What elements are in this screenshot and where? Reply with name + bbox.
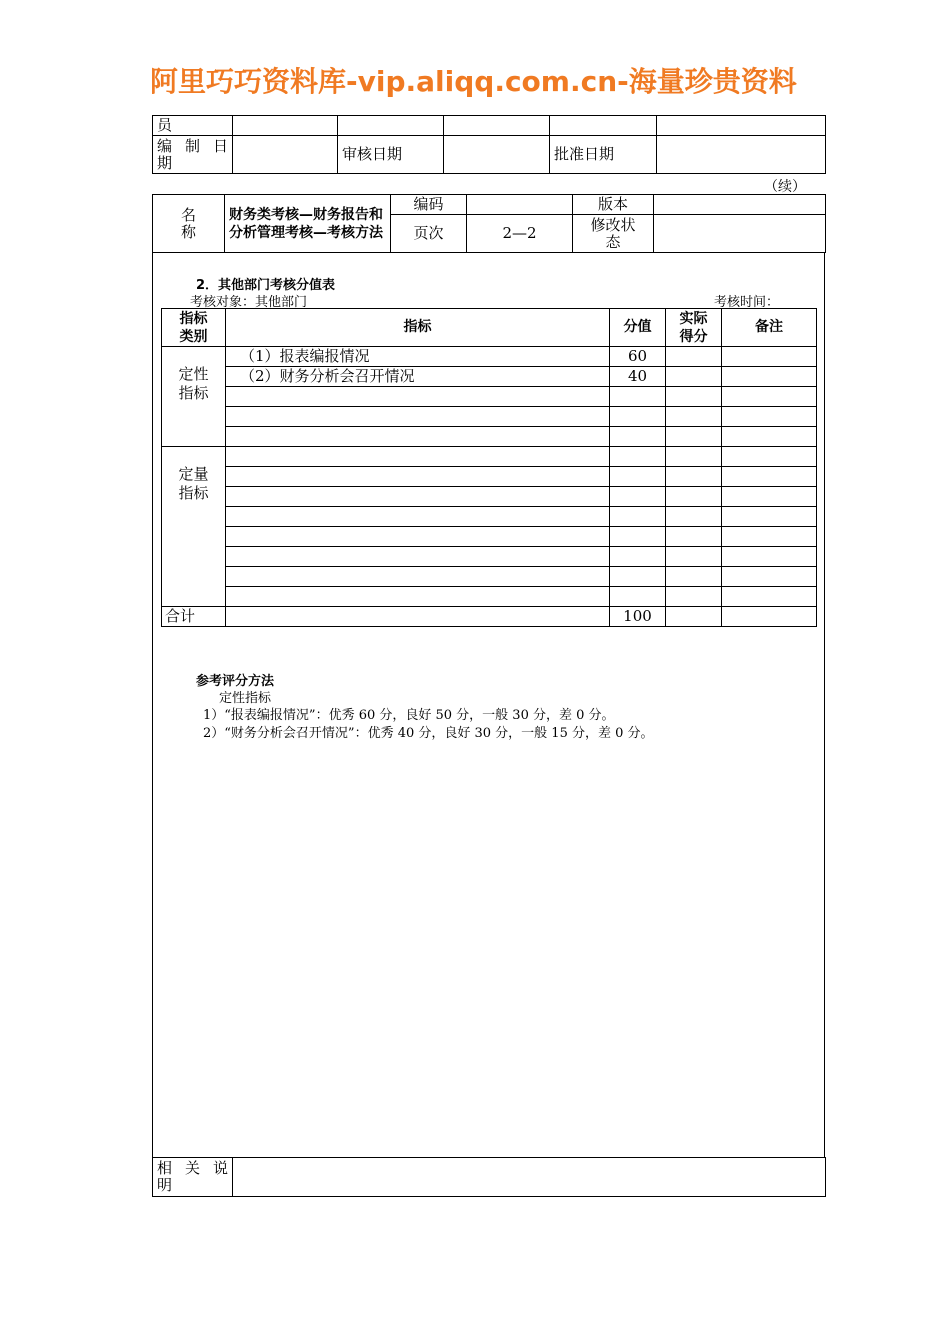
note-value — [233, 1158, 826, 1197]
indicator-cell — [226, 587, 610, 607]
table-row — [162, 407, 817, 427]
table-row — [162, 467, 817, 487]
indicator-cell — [226, 407, 610, 427]
total-actual — [666, 607, 722, 627]
indicator-cell — [226, 447, 610, 467]
table-row — [162, 507, 817, 527]
table-row — [162, 447, 817, 467]
indicator-cell — [226, 387, 610, 407]
indicator-cell: （2）财务分析会召开情况 — [226, 367, 610, 387]
code-value — [467, 195, 573, 215]
approval-table — [152, 115, 826, 174]
actual-score-cell — [666, 507, 722, 527]
remark-cell — [722, 427, 817, 447]
score-cell — [610, 587, 666, 607]
remark-cell — [722, 387, 817, 407]
prepare-date-label: 编 制 日 期 — [153, 136, 233, 174]
table-row — [162, 587, 817, 607]
remark-cell — [722, 447, 817, 467]
remark-cell — [722, 407, 817, 427]
table-row — [162, 347, 817, 367]
actual-score-cell — [666, 567, 722, 587]
remark-cell — [722, 527, 817, 547]
actual-score-cell — [666, 347, 722, 367]
qualitative-category — [162, 347, 226, 447]
cell — [550, 116, 657, 136]
document-header-table — [152, 194, 826, 253]
actual-score-cell — [666, 587, 722, 607]
indicator-cell — [226, 547, 610, 567]
actual-score-cell — [666, 367, 722, 387]
name-label — [153, 195, 225, 253]
header-indicator: 指标 — [226, 309, 610, 347]
cell — [233, 116, 338, 136]
header-score: 分值 — [610, 309, 666, 347]
note-label: 相 关 说 明 — [153, 1158, 233, 1197]
staff-label: 员 — [153, 116, 233, 136]
section-title: 2．其他部门考核分值表 — [196, 278, 336, 293]
revision-label — [573, 215, 654, 253]
score-cell — [610, 407, 666, 427]
reference-subtitle: 定性指标 — [219, 691, 272, 706]
score-cell: 40 — [610, 367, 666, 387]
review-date-label: 审核日期 — [338, 136, 444, 174]
indicator-cell — [226, 487, 610, 507]
footer-table — [152, 1157, 826, 1197]
reference-line: 1）“报表编报情况”：优秀 60 分，良好 50 分，一般 30 分，差 0 分。 — [203, 708, 615, 723]
cell — [338, 116, 444, 136]
actual-score-cell — [666, 387, 722, 407]
cell — [657, 116, 826, 136]
score-cell — [610, 527, 666, 547]
table-row — [162, 547, 817, 567]
table-row — [162, 527, 817, 547]
remark-cell — [722, 367, 817, 387]
score-cell — [610, 387, 666, 407]
remark-cell — [722, 567, 817, 587]
remark-cell — [722, 587, 817, 607]
actual-score-cell — [666, 467, 722, 487]
table-row — [162, 367, 817, 387]
reference-title: 参考评分方法 — [196, 674, 275, 689]
total-indicator — [226, 607, 610, 627]
indicator-cell — [226, 527, 610, 547]
remark-cell — [722, 547, 817, 567]
revision-label-text: 修改状态 — [590, 215, 636, 251]
indicator-cell: （1）报表编报情况 — [226, 347, 610, 367]
assessment-time: 考核时间： — [714, 295, 780, 310]
name-label-text: 名 称 — [180, 205, 196, 241]
total-row — [162, 607, 817, 627]
remark-cell — [722, 467, 817, 487]
qualitative-category-text: 定性指标 — [178, 365, 209, 402]
header-actual — [666, 309, 722, 347]
reference-line: 2）“财务分析会召开情况”：优秀 40 分，良好 30 分，一般 15 分，差 0 分。 — [203, 726, 654, 741]
continued-label: （续） — [764, 179, 806, 195]
remark-cell — [722, 487, 817, 507]
table-row — [162, 427, 817, 447]
indicator-cell — [226, 567, 610, 587]
indicator-cell — [226, 507, 610, 527]
approve-date-label: 批准日期 — [550, 136, 657, 174]
score-cell — [610, 447, 666, 467]
header-actual-text: 实际得分 — [679, 310, 708, 345]
actual-score-cell — [666, 407, 722, 427]
document-title: 财务类考核—财务报告和分析管理考核—考核方法 — [225, 195, 391, 253]
actual-score-cell — [666, 547, 722, 567]
version-label: 版本 — [573, 195, 654, 215]
total-remark — [722, 607, 817, 627]
watermark-banner: 阿里巧巧资料库-vip.aliqq.com.cn-海量珍贵资料 — [150, 65, 797, 98]
actual-score-cell — [666, 447, 722, 467]
actual-score-cell — [666, 427, 722, 447]
score-cell — [610, 427, 666, 447]
score-cell — [610, 467, 666, 487]
table-row — [162, 487, 817, 507]
actual-score-cell — [666, 487, 722, 507]
revision-value — [654, 215, 826, 253]
score-cell — [610, 567, 666, 587]
remark-cell — [722, 347, 817, 367]
score-table — [161, 308, 817, 627]
actual-score-cell — [666, 527, 722, 547]
assessment-object: 考核对象：其他部门 — [190, 295, 308, 310]
score-cell: 60 — [610, 347, 666, 367]
quantitative-category-text: 定量指标 — [178, 465, 209, 502]
score-cell — [610, 487, 666, 507]
approve-date-value — [657, 136, 826, 174]
review-date-value — [444, 136, 550, 174]
remark-cell — [722, 507, 817, 527]
indicator-cell — [226, 427, 610, 447]
page-value: 2—2 — [467, 215, 573, 253]
cell — [444, 116, 550, 136]
total-label: 合计 — [162, 607, 226, 627]
header-category — [162, 309, 226, 347]
quantitative-category — [162, 447, 226, 607]
score-cell — [610, 547, 666, 567]
table-row — [162, 387, 817, 407]
indicator-cell — [226, 467, 610, 487]
table-row — [162, 567, 817, 587]
code-label: 编码 — [391, 195, 467, 215]
total-score: 100 — [610, 607, 666, 627]
prepare-date-value — [233, 136, 338, 174]
version-value — [654, 195, 826, 215]
score-cell — [610, 507, 666, 527]
header-category-text: 指标类别 — [179, 310, 208, 345]
header-remark: 备注 — [722, 309, 817, 347]
page-label: 页次 — [391, 215, 467, 253]
